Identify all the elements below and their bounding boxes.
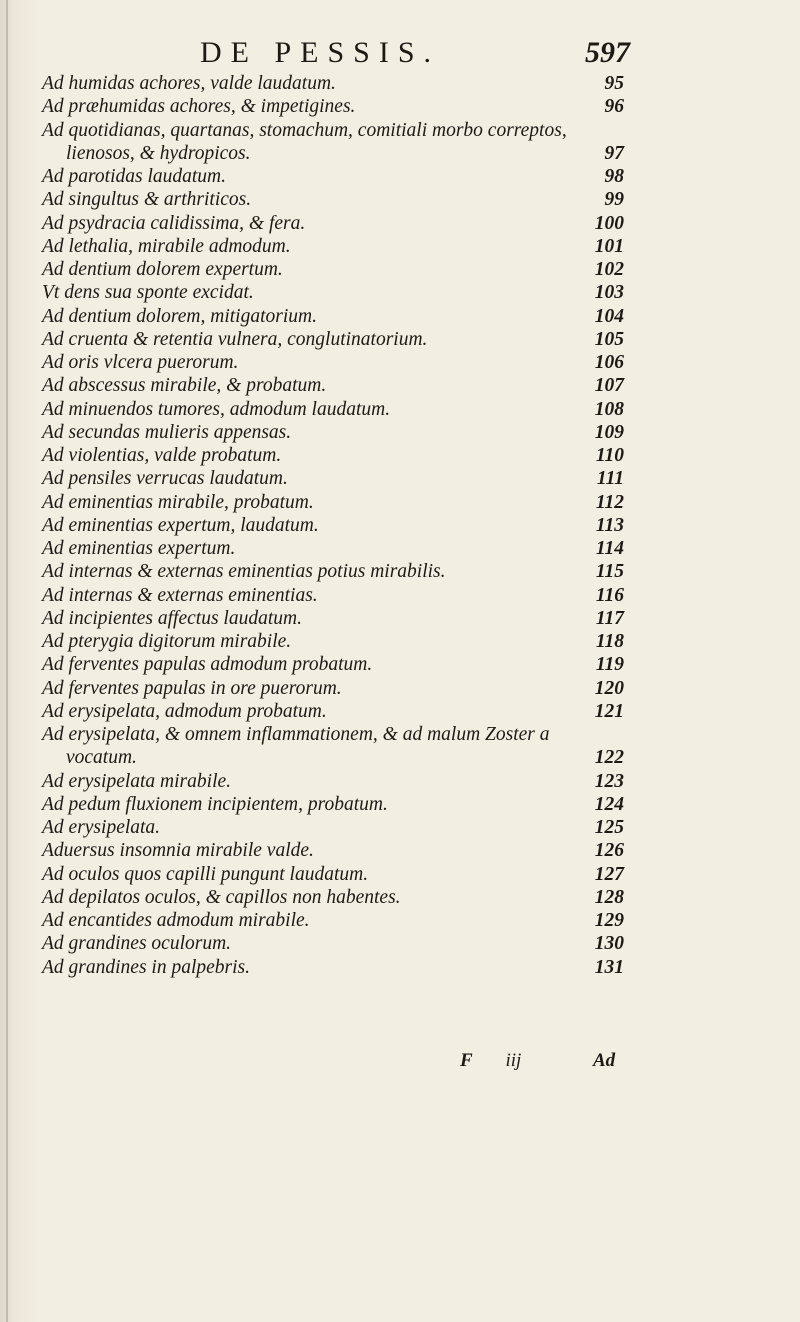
entry-text <box>42 793 388 816</box>
entry-title: Ad quotidianas, quartanas, stomachum, comitiali morbo correptos, <box>42 119 567 141</box>
index-entry <box>42 398 632 421</box>
entry-number: 110 <box>595 445 624 466</box>
entry-title: Ad secundas mulieris appensas. <box>42 421 292 443</box>
signature-numeral: iij <box>505 1050 522 1071</box>
index-entry <box>42 374 632 397</box>
index-entry <box>42 188 632 211</box>
entry-number: 98 <box>604 166 624 187</box>
entry-text <box>42 723 550 770</box>
entry-title: Ad pedum fluxionem incipientem, probatum. <box>42 793 388 815</box>
entry-text <box>42 328 427 351</box>
entry-number: 101 <box>594 235 624 257</box>
entry-number: 109 <box>594 421 624 443</box>
index-entry <box>42 653 632 676</box>
entry-text <box>42 421 291 444</box>
entry-number: 130 <box>594 933 624 955</box>
entry-title: Ad grandines in palpebris. <box>42 956 250 978</box>
entry-title: Ad lethalia, mirabile admodum. <box>42 235 291 257</box>
entry-title: Ad ferventes papulas in ore puerorum. <box>42 677 342 699</box>
entry-title: Ad pterygia digitorum mirabile. <box>42 631 292 652</box>
entry-text <box>42 95 355 118</box>
entry-number: 117 <box>595 607 624 629</box>
entry-number: 118 <box>595 631 624 652</box>
entry-title: Ad erysipelata mirabile. <box>42 770 232 792</box>
entry-title: Ad encantides admodum mirabile. <box>42 910 310 931</box>
entry-text <box>42 653 372 676</box>
entry-text <box>42 351 238 374</box>
entry-number: 127 <box>594 863 624 885</box>
entry-number: 104 <box>594 305 624 327</box>
entry-title: Ad psydracia calidissima, & fera. <box>42 212 306 234</box>
page-gutter <box>6 0 8 1322</box>
index-entry <box>42 235 632 258</box>
entry-number: 126 <box>594 840 624 862</box>
index-entry <box>42 584 632 607</box>
entry-text <box>42 305 317 328</box>
index-entry <box>42 514 632 537</box>
entry-title: Ad abscessus mirabile, & probatum. <box>42 375 327 397</box>
index-entry <box>42 212 632 235</box>
entry-title: Ad internas & externas eminentias potius mirabilis. <box>42 561 446 583</box>
index-entry <box>42 909 632 932</box>
entry-text <box>42 770 231 793</box>
index-entry <box>42 95 632 118</box>
index-entry <box>42 793 632 816</box>
entry-title: Ad grandines oculorum. <box>42 933 232 955</box>
running-head-title: DE PESSIS. <box>200 36 441 69</box>
entry-number: 121 <box>594 700 624 722</box>
entry-number: 105 <box>594 328 624 350</box>
entry-text <box>42 584 318 607</box>
entry-number: 124 <box>594 793 624 815</box>
entry-title: Aduersus insomnia mirabile valde. <box>42 840 314 862</box>
entry-text <box>42 444 281 467</box>
entry-number: 100 <box>594 212 624 234</box>
entry-title: Ad oris vlcera puerorum. <box>42 352 239 373</box>
entry-number: 102 <box>594 259 624 280</box>
entry-text <box>42 677 342 700</box>
entry-text <box>42 932 231 955</box>
entry-text <box>42 537 235 560</box>
signature-mark <box>460 1050 521 1072</box>
catchword: Ad <box>593 1050 616 1071</box>
index-entry <box>42 351 632 374</box>
entry-title: Ad violentias, valde probatum. <box>42 445 282 466</box>
entry-title: Ad erysipelata, admodum probatum. <box>42 700 327 722</box>
entry-title: Ad depilatos oculos, & capillos non habentes. <box>42 886 401 908</box>
entry-title: Ad humidas achores, valde laudatum. <box>42 73 336 94</box>
entry-title: Ad ferventes papulas admodum probatum. <box>42 654 373 676</box>
entry-number: 119 <box>595 654 624 676</box>
entry-title: Ad dentium dolorem expertum. <box>42 259 283 280</box>
index-entry <box>42 770 632 793</box>
entry-title: Ad internas & externas eminentias. <box>42 584 318 606</box>
entry-text <box>42 258 283 281</box>
index-entry <box>42 537 632 560</box>
index-entry <box>42 258 632 281</box>
entry-text <box>42 398 390 421</box>
entry-text <box>42 886 401 909</box>
entry-text <box>42 119 567 166</box>
entry-text <box>42 72 336 95</box>
entry-text <box>42 863 368 886</box>
index-entry <box>42 863 632 886</box>
index-entry <box>42 560 632 583</box>
entry-text <box>42 607 302 630</box>
entry-number: 99 <box>604 189 624 211</box>
entry-title: Ad parotidas laudatum. <box>42 166 226 187</box>
entry-text <box>42 630 291 653</box>
index-entry <box>42 816 632 839</box>
index-entry <box>42 630 632 653</box>
entry-text <box>42 212 305 235</box>
entry-number: 113 <box>595 514 624 536</box>
entry-text <box>42 514 319 537</box>
entry-continuation: lienosos, & hydropicos. <box>66 142 251 164</box>
index-entry <box>42 491 632 514</box>
entry-title: Ad eminentias mirabile, probatum. <box>42 491 314 513</box>
entry-text <box>42 374 326 397</box>
index-entry <box>42 956 632 979</box>
entry-title: Ad eminentias expertum, laudatum. <box>42 514 319 536</box>
entry-continuation: vocatum. <box>66 747 137 769</box>
entry-number: 107 <box>594 375 624 397</box>
entry-title: Ad dentium dolorem, mitigatorium. <box>42 305 317 327</box>
entry-number: 123 <box>594 770 624 792</box>
entry-text <box>42 909 310 932</box>
index-entry <box>42 119 632 166</box>
entry-number: 125 <box>594 817 624 838</box>
entry-text <box>42 467 288 490</box>
entry-text <box>42 235 291 258</box>
index-entry <box>42 723 632 770</box>
index-entry <box>42 467 632 490</box>
entry-number: 131 <box>594 956 624 978</box>
entry-number: 112 <box>595 491 624 513</box>
entry-text <box>42 188 251 211</box>
entry-text <box>42 281 254 304</box>
entry-number: 128 <box>594 886 624 908</box>
page-number: 597 <box>585 36 630 69</box>
entry-number: 96 <box>604 96 624 118</box>
signature-letter: F <box>460 1050 473 1071</box>
entry-number: 108 <box>594 398 624 420</box>
entry-number: 95 <box>604 73 624 94</box>
index-entry <box>42 444 632 467</box>
entry-title: Ad pensiles verrucas laudatum. <box>42 468 288 490</box>
entry-title: Ad cruenta & retentia vulnera, conglutinatorium. <box>42 328 428 350</box>
entry-number: 103 <box>594 282 624 304</box>
index-entry <box>42 72 632 95</box>
index-entry <box>42 677 632 700</box>
entry-text <box>42 560 446 583</box>
entry-title: Ad minuendos tumores, admodum laudatum. <box>42 398 391 420</box>
entry-number: 129 <box>594 910 624 931</box>
entry-title: Ad singultus & arthriticos. <box>42 189 252 211</box>
index-entry <box>42 281 632 304</box>
entry-title: Ad oculos quos capilli pungunt laudatum. <box>42 863 369 885</box>
index-entry <box>42 421 632 444</box>
index-entry <box>42 305 632 328</box>
entry-title: Ad eminentias expertum. <box>42 538 236 559</box>
entry-title: Ad præhumidas achores, & impetigines. <box>42 96 356 118</box>
entry-number: 122 <box>594 747 624 769</box>
entry-title: Vt dens sua sponte excidat. <box>42 282 254 304</box>
entry-number: 115 <box>595 561 624 583</box>
entry-number: 106 <box>594 352 624 373</box>
index-list <box>42 72 632 979</box>
index-entry <box>42 839 632 862</box>
entry-text <box>42 816 160 839</box>
entry-text <box>42 165 226 188</box>
entry-number: 114 <box>595 538 624 559</box>
entry-number: 97 <box>604 142 624 164</box>
index-entry <box>42 328 632 351</box>
entry-title: Ad incipientes affectus laudatum. <box>42 607 302 629</box>
index-entry <box>42 607 632 630</box>
entry-text <box>42 700 327 723</box>
running-head <box>200 36 630 76</box>
entry-title: Ad erysipelata, & omnem inflammationem, & ad malum Zoster a <box>42 724 550 745</box>
index-entry <box>42 932 632 955</box>
index-entry <box>42 700 632 723</box>
entry-number: 111 <box>596 468 624 490</box>
entry-text <box>42 839 314 862</box>
entry-text <box>42 491 314 514</box>
index-entry <box>42 886 632 909</box>
entry-text <box>42 956 250 979</box>
entry-number: 116 <box>595 584 624 606</box>
entry-number: 120 <box>594 677 624 699</box>
entry-title: Ad erysipelata. <box>42 817 161 838</box>
index-entry <box>42 165 632 188</box>
